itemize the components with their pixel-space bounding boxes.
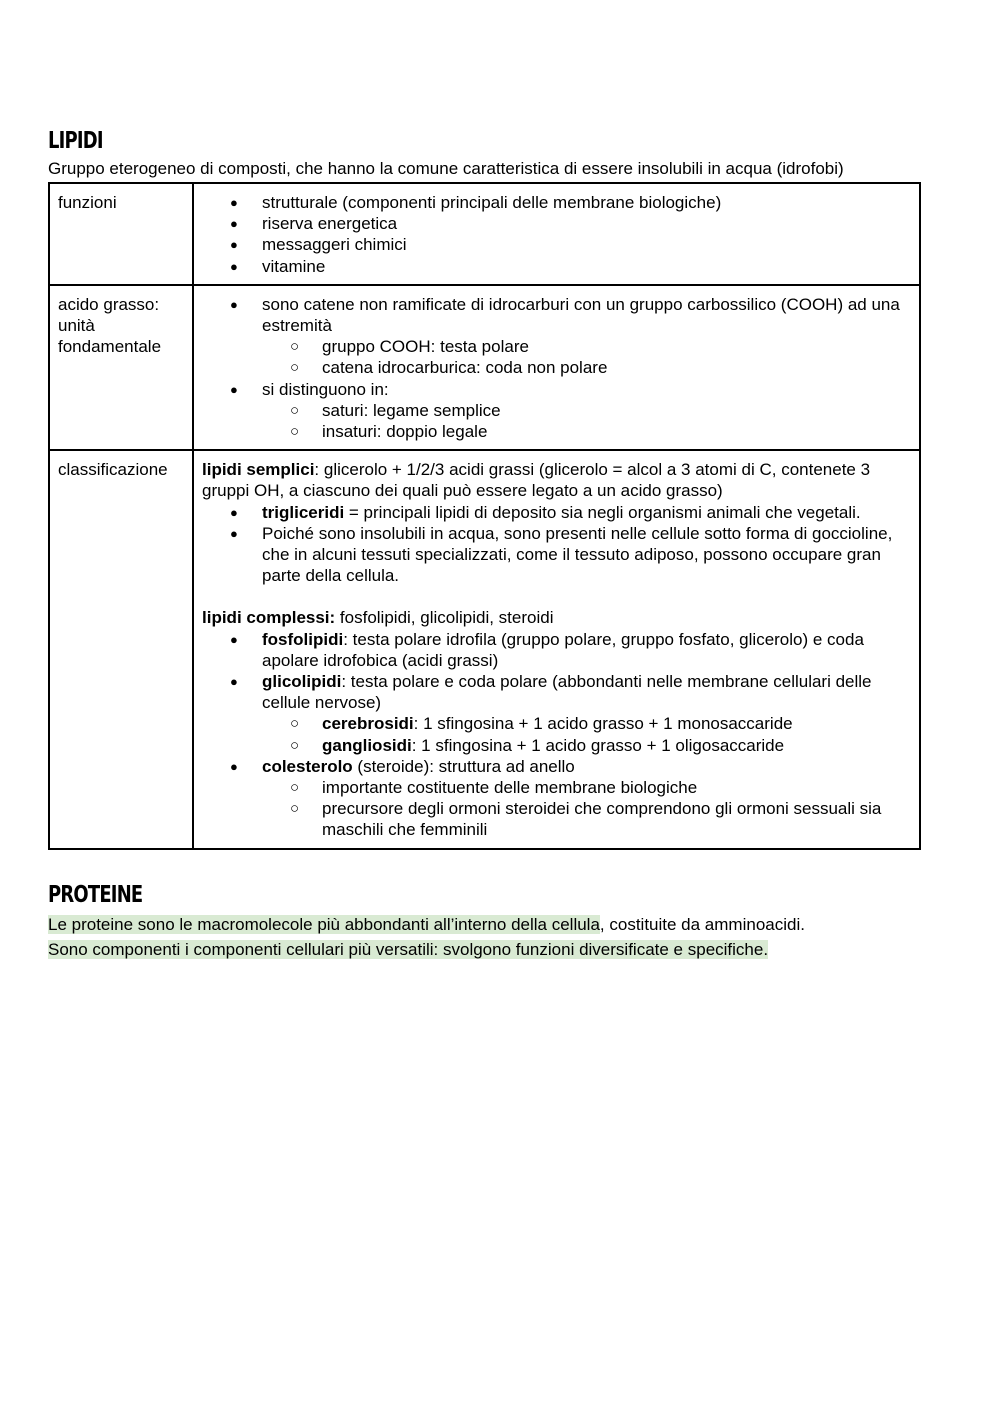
sub-list-item: ○ catena idrocarburica: coda non polare (202, 357, 911, 378)
bold-term: glicolipidi (262, 672, 342, 692)
lipidi-complessi-paragraph (202, 607, 911, 628)
table-row-classificazione (49, 450, 920, 848)
row-content-acido-grasso (193, 285, 920, 450)
list-item: ● Poiché sono insolubili in acqua, sono presenti nelle cellule sotto forma di goccioline, che in alcuni tessuti specializzati, come il tessuto adiposo, possono occupare gran parte della cellula. (202, 523, 911, 587)
bold-term: lipidi semplici (202, 460, 315, 480)
list-item (202, 629, 911, 671)
bold-term: gangliosidi (322, 735, 412, 755)
row-content-classificazione (193, 450, 920, 848)
paragraph-text: , costituite da amminoacidi. (599, 914, 805, 934)
sub-list-item (202, 713, 911, 734)
list-item: ● riserva energetica (202, 213, 911, 234)
item-text: = principali lipidi di deposito sia negli organismi animali che vegetali. (344, 502, 861, 522)
sub-list-item (202, 735, 911, 756)
item-text: : 1 sfingosina + 1 acido grasso + 1 oligosaccaride (411, 735, 785, 755)
proteine-heading: PROTEINE (48, 881, 143, 908)
lipidi-heading: LIPIDI (48, 128, 103, 154)
semplici-list (202, 502, 911, 587)
list-item: ● sono catene non ramificate di idrocarburi con un gruppo carbossilico (COOH) ad una estremità (202, 294, 911, 336)
item-text: : testa polare idrofila (gruppo polare, gruppo fosfato, glicerolo) e coda apolare idrofobica (acidi grassi) (262, 629, 864, 670)
item-text: (steroide): struttura ad anello (352, 756, 575, 776)
highlighted-text: Sono componenti i componenti cellulari più versatili: svolgono funzioni diversificate e specifiche. (48, 939, 769, 959)
paragraph-text: : glicerolo + 1/2/3 acidi grassi (glicerolo = alcol a 3 atomi di C, contenete 3 gruppi OH, a ciascuno dei quali può essere legato a un acido grasso) (202, 460, 871, 501)
lipidi-table (48, 182, 921, 850)
bold-term: trigliceridi (262, 502, 345, 522)
sub-list-item: ○ precursore degli ormoni steroidei che comprendono gli ormoni sessuali sia maschili che femminili (202, 798, 911, 840)
bold-term: lipidi complessi: (202, 608, 336, 628)
proteine-paragraph-1 (48, 912, 922, 937)
row-label-line: acido grasso: (58, 294, 160, 314)
funzioni-list (202, 192, 911, 277)
row-content-funzioni (193, 183, 920, 285)
highlighted-text: Le proteine sono le macromolecole più abbondanti all’interno della cellula (48, 914, 600, 934)
row-label-line: unità (58, 316, 95, 336)
list-item: ● strutturale (componenti principali delle membrane biologiche) (202, 192, 911, 213)
proteine-paragraph-2 (48, 937, 922, 962)
lipidi-semplici-paragraph (202, 459, 911, 501)
table-row-acido-grasso (49, 285, 920, 450)
row-label-line: fondamentale (58, 337, 162, 357)
list-item: ● vitamine (202, 256, 911, 277)
bold-term: colesterolo (262, 756, 353, 776)
item-text: : testa polare e coda polare (abbondanti nelle membrane cellulari delle cellule nervose) (262, 672, 872, 713)
acido-grasso-list (202, 294, 911, 442)
sub-list-item: ○ saturi: legame semplice (202, 400, 911, 421)
sub-list-item: ○ gruppo COOH: testa polare (202, 336, 911, 357)
row-label-classificazione: classificazione (49, 450, 193, 848)
row-label-acido-grasso (49, 285, 193, 450)
list-item (202, 502, 911, 523)
item-text: : 1 sfingosina + 1 acido grasso + 1 monosaccaride (413, 714, 793, 734)
list-item (202, 756, 911, 777)
paragraph-text: fosfolipidi, glicolipidi, steroidi (335, 608, 554, 628)
complessi-list (202, 629, 911, 841)
sub-list-item: ○ insaturi: doppio legale (202, 421, 911, 442)
sub-list-item: ○ importante costituente delle membrane biologiche (202, 777, 911, 798)
bold-term: fosfolipidi (262, 629, 344, 649)
document-page (48, 118, 922, 962)
bold-term: cerebrosidi (322, 714, 414, 734)
spacer (202, 586, 911, 607)
list-item (202, 671, 911, 713)
table-row-funzioni (49, 183, 920, 285)
lipidi-intro: Gruppo eterogeneo di composti, che hanno la comune caratteristica di essere insolubili in acqua (idrofobi) (48, 159, 844, 178)
list-item: ● messaggeri chimici (202, 234, 911, 255)
row-label-funzioni: funzioni (49, 183, 193, 285)
list-item: ● si distinguono in: (202, 379, 911, 400)
